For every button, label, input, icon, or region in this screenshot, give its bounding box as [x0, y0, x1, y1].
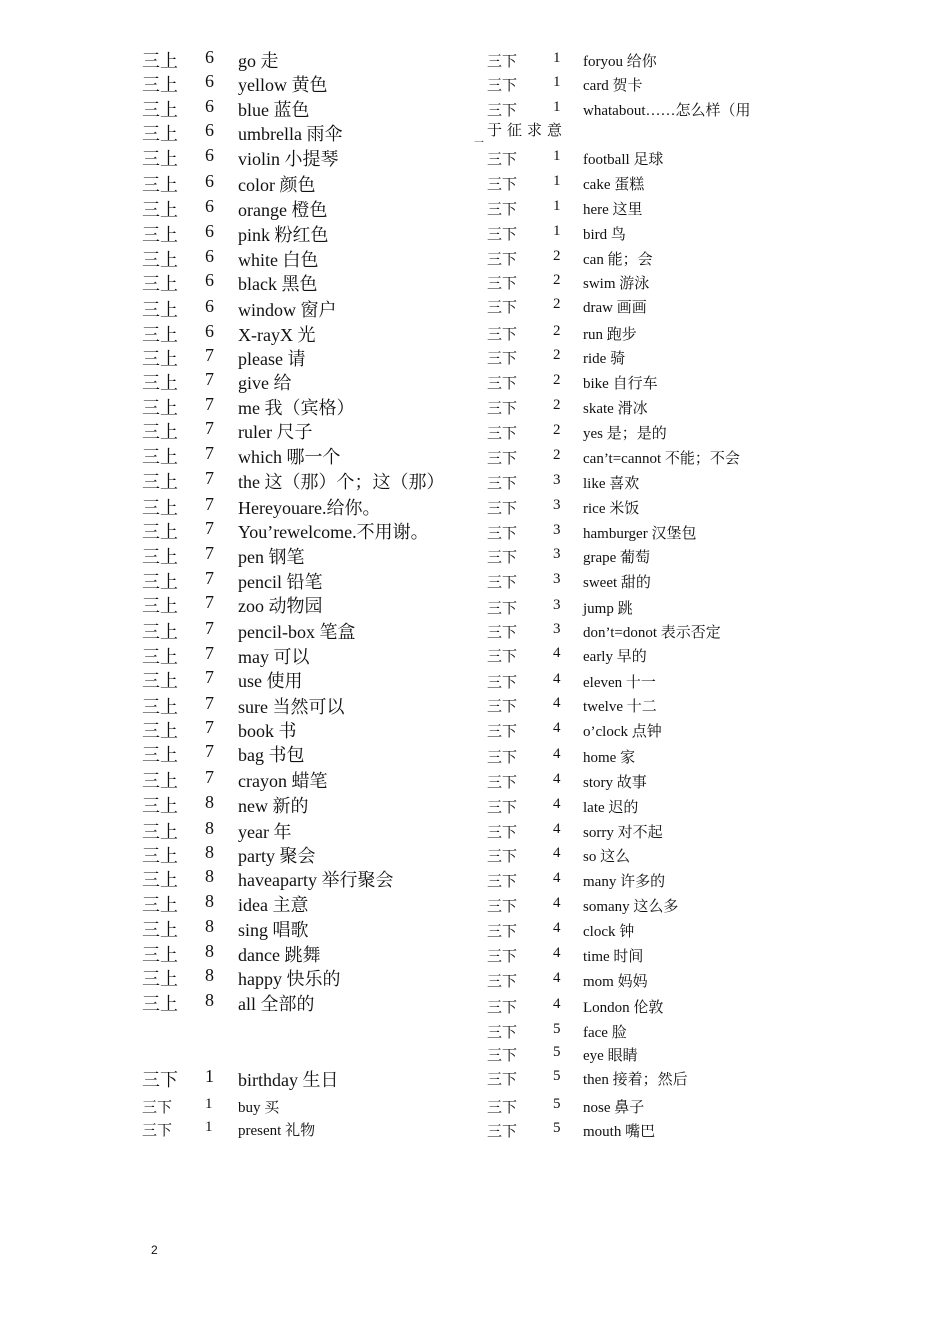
- grade-cell: 三上: [142, 596, 178, 616]
- grade-cell: 三下: [487, 1048, 518, 1064]
- word-cell: idea 主意: [238, 895, 309, 915]
- word-cell: color 颜色: [238, 175, 316, 195]
- word-cell: pencil-box 笔盒: [238, 622, 356, 642]
- unit-cell: 4: [553, 695, 561, 711]
- unit-cell: 4: [553, 671, 561, 687]
- word-cell: face 脸: [583, 1025, 627, 1041]
- grade-cell: 三上: [142, 547, 178, 567]
- word-cell: rice 米饭: [583, 501, 640, 517]
- word-cell: crayon 蜡笔: [238, 771, 328, 791]
- grade-cell: 三上: [142, 349, 178, 369]
- word-cell: give 给: [238, 373, 292, 393]
- word-cell: clock 钟: [583, 924, 635, 940]
- grade-cell: 三上: [142, 274, 178, 294]
- word-cell: umbrella 雨伞: [238, 124, 343, 144]
- grade-cell: 三下: [487, 649, 518, 665]
- grade-cell: 三上: [142, 969, 178, 989]
- grade-cell: 三下: [487, 1025, 518, 1041]
- unit-cell: 1: [553, 173, 561, 189]
- word-cell: London 伦敦: [583, 1000, 664, 1016]
- word-cell: can 能；会: [583, 252, 653, 268]
- grade-cell: 三上: [142, 472, 178, 492]
- unit-cell: 3: [553, 546, 561, 562]
- unit-cell: 7: [205, 518, 214, 538]
- unit-cell: 7: [205, 741, 214, 761]
- word-cell: sorry 对不起: [583, 825, 663, 841]
- word-cell: haveaparty 举行聚会: [238, 870, 394, 890]
- continuation-mark: 一: [474, 138, 484, 149]
- unit-cell: 2: [553, 272, 561, 288]
- word-cell: time 时间: [583, 949, 644, 965]
- unit-cell: 2: [553, 372, 561, 388]
- unit-cell: 2: [553, 248, 561, 264]
- unit-cell: 1: [553, 74, 561, 90]
- word-cell: like 喜欢: [583, 476, 640, 492]
- grade-cell: 三上: [142, 697, 178, 717]
- unit-cell: 6: [205, 196, 214, 216]
- word-cell: pink 粉红色: [238, 225, 329, 245]
- word-cell: football 足球: [583, 152, 664, 168]
- word-cell: whatabout……怎么样（用: [583, 103, 751, 119]
- unit-cell: 8: [205, 818, 214, 838]
- unit-cell: 5: [553, 1044, 561, 1060]
- grade-cell: 三上: [142, 846, 178, 866]
- word-cell: happy 快乐的: [238, 969, 341, 989]
- unit-cell: 8: [205, 891, 214, 911]
- word-cell: yes 是；是的: [583, 426, 667, 442]
- grade-cell: 三上: [142, 522, 178, 542]
- word-cell: birthday 生日: [238, 1070, 339, 1090]
- unit-cell: 7: [205, 369, 214, 389]
- grade-cell: 三下: [487, 601, 518, 617]
- word-cell: early 早的: [583, 649, 647, 665]
- grade-cell: 三上: [142, 920, 178, 940]
- word-cell: pencil 铅笔: [238, 572, 323, 592]
- grade-cell: 三下: [487, 550, 518, 566]
- grade-cell: 三下: [487, 177, 518, 193]
- grade-cell: 三上: [142, 300, 178, 320]
- grade-cell: 三下: [487, 899, 518, 915]
- grade-cell: 三下: [487, 327, 518, 343]
- grade-cell: 三上: [142, 945, 178, 965]
- word-cell: window 窗户: [238, 300, 337, 320]
- word-cell: zoo 动物园: [238, 596, 323, 616]
- unit-cell: 4: [553, 645, 561, 661]
- word-cell: book 书: [238, 721, 297, 741]
- unit-cell: 6: [205, 96, 214, 116]
- word-cell: many 许多的: [583, 874, 666, 890]
- grade-cell: 三下: [487, 825, 518, 841]
- grade-cell: 三下: [142, 1070, 178, 1090]
- unit-cell: 2: [553, 422, 561, 438]
- grade-cell: 三上: [142, 870, 178, 890]
- word-cell: please 请: [238, 349, 306, 369]
- grade-cell: 三下: [487, 724, 518, 740]
- unit-cell: 4: [553, 796, 561, 812]
- word-cell: ruler 尺子: [238, 422, 313, 442]
- grade-cell: 三上: [142, 373, 178, 393]
- grade-cell: 三上: [142, 671, 178, 691]
- word-cell: buy 买: [238, 1100, 280, 1116]
- word-cell: late 迟的: [583, 800, 639, 816]
- grade-cell: 三上: [142, 721, 178, 741]
- unit-cell: 3: [553, 472, 561, 488]
- word-cell: go 走: [238, 51, 279, 71]
- word-cell: eye 眼睛: [583, 1048, 638, 1064]
- grade-cell: 三上: [142, 149, 178, 169]
- word-cell: hamburger 汉堡包: [583, 526, 697, 542]
- unit-cell: 2: [553, 323, 561, 339]
- unit-cell: 8: [205, 842, 214, 862]
- unit-cell: 7: [205, 543, 214, 563]
- unit-cell: 4: [553, 996, 561, 1012]
- word-cell: mom 妈妈: [583, 974, 648, 990]
- unit-cell: 3: [553, 497, 561, 513]
- word-cell: You’rewelcome.不用谢。: [238, 522, 429, 542]
- grade-cell: 三下: [487, 103, 518, 119]
- word-cell: so 这么: [583, 849, 631, 865]
- grade-cell: 三上: [142, 796, 178, 816]
- word-cell: home 家: [583, 750, 636, 766]
- grade-cell: 三下: [487, 376, 518, 392]
- grade-cell: 三上: [142, 822, 178, 842]
- unit-cell: 8: [205, 916, 214, 936]
- grade-cell: 三下: [487, 699, 518, 715]
- unit-cell: 6: [205, 71, 214, 91]
- grade-cell: 三上: [142, 325, 178, 345]
- grade-cell: 三下: [487, 1100, 518, 1116]
- grade-cell: 三上: [142, 225, 178, 245]
- grade-cell: 三下: [487, 775, 518, 791]
- word-cell: all 全部的: [238, 994, 315, 1014]
- grade-cell: 三上: [142, 250, 178, 270]
- grade-cell: 三下: [487, 152, 518, 168]
- unit-cell: 2: [553, 447, 561, 463]
- unit-cell: 3: [553, 597, 561, 613]
- grade-cell: 三下: [142, 1123, 173, 1139]
- grade-cell: 三上: [142, 398, 178, 418]
- unit-cell: 6: [205, 321, 214, 341]
- word-cell: eleven 十一: [583, 675, 656, 691]
- grade-cell: 三下: [487, 451, 518, 467]
- word-cell: don’t=donot 表示否定: [583, 625, 721, 641]
- grade-cell: 三下: [487, 276, 518, 292]
- unit-cell: 6: [205, 120, 214, 140]
- word-cell: can’t=cannot 不能；不会: [583, 451, 740, 467]
- word-cell: orange 橙色: [238, 200, 328, 220]
- unit-cell: 8: [205, 792, 214, 812]
- unit-cell: 5: [553, 1068, 561, 1084]
- unit-cell: 4: [553, 845, 561, 861]
- grade-cell: 三下: [487, 476, 518, 492]
- word-cell: bag 书包: [238, 745, 305, 765]
- word-cell: may 可以: [238, 647, 310, 667]
- unit-cell: 4: [553, 720, 561, 736]
- unit-cell: 5: [553, 1021, 561, 1037]
- word-cell: then 接着；然后: [583, 1072, 688, 1088]
- word-cell: here 这里: [583, 202, 643, 218]
- word-cell: run 跑步: [583, 327, 637, 343]
- grade-cell: 三下: [487, 625, 518, 641]
- grade-cell: 三下: [487, 949, 518, 965]
- word-cell: year 年: [238, 822, 292, 842]
- unit-cell: 8: [205, 990, 214, 1010]
- unit-cell: 7: [205, 443, 214, 463]
- unit-cell: 1: [205, 1096, 213, 1112]
- unit-cell: 1: [553, 50, 561, 66]
- grade-cell: 三上: [142, 771, 178, 791]
- unit-cell: 7: [205, 568, 214, 588]
- word-cell: which 哪一个: [238, 447, 341, 467]
- grade-cell: 三下: [487, 924, 518, 940]
- grade-cell: 三上: [142, 622, 178, 642]
- unit-cell: 7: [205, 717, 214, 737]
- grade-cell: 三上: [142, 51, 178, 71]
- word-cell: present 礼物: [238, 1123, 316, 1139]
- grade-cell: 三上: [142, 994, 178, 1014]
- word-cell: jump 跳: [583, 601, 633, 617]
- unit-cell: 5: [553, 1096, 561, 1112]
- word-cell: somany 这么多: [583, 899, 679, 915]
- unit-cell: 4: [553, 746, 561, 762]
- unit-cell: 4: [553, 870, 561, 886]
- grade-cell: 三上: [142, 745, 178, 765]
- word-cell: yellow 黄色: [238, 75, 328, 95]
- word-cell: X-rayX 光: [238, 325, 316, 345]
- grade-cell: 三上: [142, 447, 178, 467]
- word-cell: sure 当然可以: [238, 697, 345, 717]
- unit-cell: 8: [205, 965, 214, 985]
- word-cell: bike 自行车: [583, 376, 658, 392]
- grade-cell: 三下: [487, 750, 518, 766]
- unit-cell: 1: [205, 1066, 214, 1086]
- word-cell: bird 鸟: [583, 227, 626, 243]
- whatabout-continuation: 于征求意: [487, 123, 568, 139]
- grade-cell: 三下: [487, 401, 518, 417]
- unit-cell: 6: [205, 47, 214, 67]
- grade-cell: 三下: [487, 1124, 518, 1140]
- grade-cell: 三下: [487, 54, 518, 70]
- word-cell: cake 蛋糕: [583, 177, 645, 193]
- grade-cell: 三上: [142, 124, 178, 144]
- unit-cell: 7: [205, 394, 214, 414]
- unit-cell: 2: [553, 296, 561, 312]
- unit-cell: 6: [205, 296, 214, 316]
- grade-cell: 三下: [142, 1100, 173, 1116]
- grade-cell: 三上: [142, 175, 178, 195]
- unit-cell: 4: [553, 771, 561, 787]
- unit-cell: 4: [553, 920, 561, 936]
- grade-cell: 三上: [142, 895, 178, 915]
- grade-cell: 三下: [487, 78, 518, 94]
- word-cell: nose 鼻子: [583, 1100, 645, 1116]
- grade-cell: 三上: [142, 647, 178, 667]
- grade-cell: 三下: [487, 252, 518, 268]
- word-cell: pen 钢笔: [238, 547, 305, 567]
- grade-cell: 三上: [142, 422, 178, 442]
- word-cell: Hereyouare.给你。: [238, 498, 381, 518]
- word-cell: sing 唱歌: [238, 920, 309, 940]
- unit-cell: 4: [553, 945, 561, 961]
- word-cell: twelve 十二: [583, 699, 657, 715]
- grade-cell: 三下: [487, 1000, 518, 1016]
- grade-cell: 三下: [487, 800, 518, 816]
- word-cell: skate 滑冰: [583, 401, 648, 417]
- grade-cell: 三下: [487, 501, 518, 517]
- word-cell: grape 葡萄: [583, 550, 651, 566]
- unit-cell: 7: [205, 618, 214, 638]
- unit-cell: 1: [553, 148, 561, 164]
- unit-cell: 7: [205, 468, 214, 488]
- word-cell: foryou 给你: [583, 54, 657, 70]
- word-cell: use 使用: [238, 671, 303, 691]
- unit-cell: 5: [553, 1120, 561, 1136]
- unit-cell: 4: [553, 895, 561, 911]
- unit-cell: 6: [205, 246, 214, 266]
- word-cell: o’clock 点钟: [583, 724, 662, 740]
- grade-cell: 三上: [142, 75, 178, 95]
- unit-cell: 8: [205, 866, 214, 886]
- unit-cell: 6: [205, 270, 214, 290]
- unit-cell: 7: [205, 767, 214, 787]
- word-cell: black 黑色: [238, 274, 318, 294]
- unit-cell: 4: [553, 821, 561, 837]
- unit-cell: 7: [205, 592, 214, 612]
- grade-cell: 三上: [142, 200, 178, 220]
- grade-cell: 三下: [487, 849, 518, 865]
- word-cell: violin 小提琴: [238, 149, 339, 169]
- unit-cell: 3: [553, 621, 561, 637]
- unit-cell: 2: [553, 347, 561, 363]
- grade-cell: 三下: [487, 426, 518, 442]
- unit-cell: 7: [205, 693, 214, 713]
- grade-cell: 三上: [142, 572, 178, 592]
- word-cell: mouth 嘴巴: [583, 1124, 656, 1140]
- word-cell: the 这（那）个；这（那）: [238, 472, 445, 492]
- word-cell: party 聚会: [238, 846, 316, 866]
- grade-cell: 三下: [487, 1072, 518, 1088]
- word-cell: dance 跳舞: [238, 945, 321, 965]
- unit-cell: 8: [205, 941, 214, 961]
- unit-cell: 2: [553, 397, 561, 413]
- word-cell: me 我（宾格）: [238, 398, 355, 418]
- grade-cell: 三下: [487, 202, 518, 218]
- unit-cell: 4: [553, 970, 561, 986]
- unit-cell: 7: [205, 667, 214, 687]
- grade-cell: 三下: [487, 874, 518, 890]
- grade-cell: 三下: [487, 675, 518, 691]
- unit-cell: 6: [205, 171, 214, 191]
- grade-cell: 三下: [487, 526, 518, 542]
- unit-cell: 3: [553, 571, 561, 587]
- unit-cell: 7: [205, 345, 214, 365]
- word-cell: card 贺卡: [583, 78, 643, 94]
- unit-cell: 1: [553, 198, 561, 214]
- word-cell: ride 骑: [583, 351, 626, 367]
- grade-cell: 三下: [487, 351, 518, 367]
- word-cell: new 新的: [238, 796, 309, 816]
- unit-cell: 6: [205, 145, 214, 165]
- word-cell: draw 画画: [583, 300, 647, 316]
- grade-cell: 三上: [142, 498, 178, 518]
- page-number: 2: [151, 1243, 158, 1257]
- unit-cell: 7: [205, 494, 214, 514]
- unit-cell: 6: [205, 221, 214, 241]
- grade-cell: 三下: [487, 974, 518, 990]
- grade-cell: 三上: [142, 100, 178, 120]
- unit-cell: 1: [553, 99, 561, 115]
- unit-cell: 7: [205, 418, 214, 438]
- grade-cell: 三下: [487, 227, 518, 243]
- unit-cell: 1: [553, 223, 561, 239]
- word-cell: sweet 甜的: [583, 575, 651, 591]
- unit-cell: 1: [205, 1119, 213, 1135]
- word-cell: blue 蓝色: [238, 100, 310, 120]
- word-cell: white 白色: [238, 250, 319, 270]
- unit-cell: 7: [205, 643, 214, 663]
- grade-cell: 三下: [487, 575, 518, 591]
- grade-cell: 三下: [487, 300, 518, 316]
- word-cell: swim 游泳: [583, 276, 650, 292]
- word-cell: story 故事: [583, 775, 647, 791]
- unit-cell: 3: [553, 522, 561, 538]
